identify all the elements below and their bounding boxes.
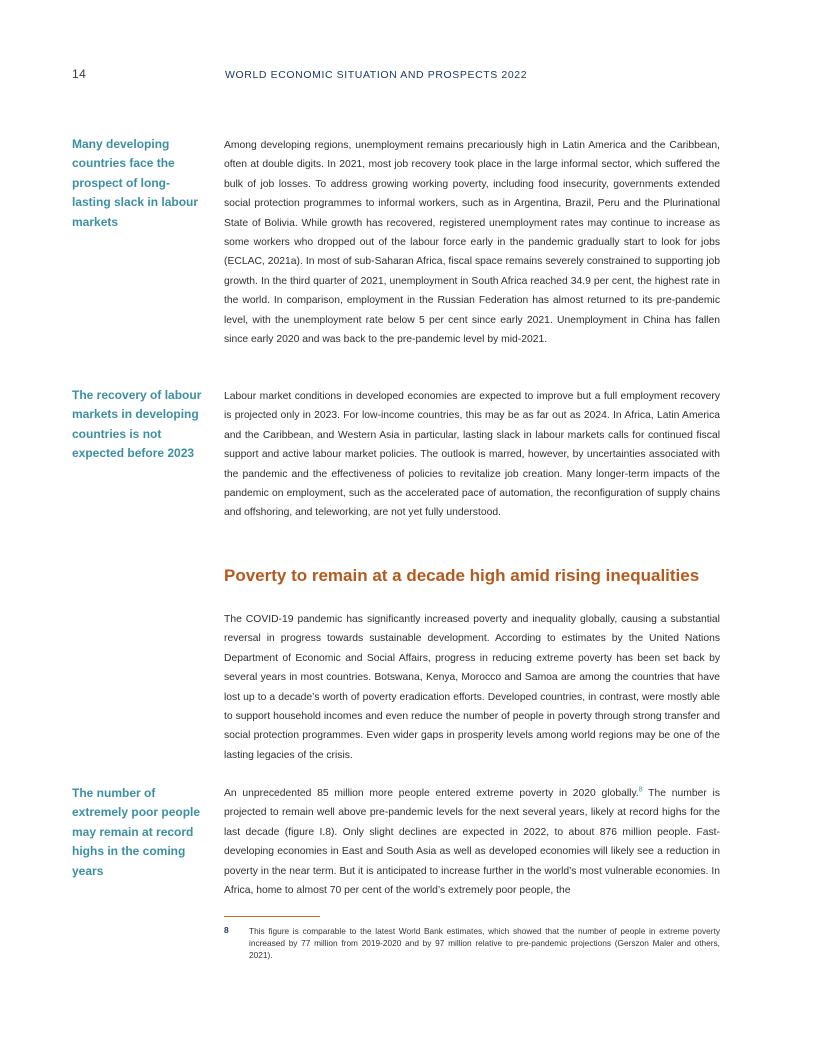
footnote-reference-8[interactable]: 8 (638, 786, 643, 794)
page-number: 14 (72, 67, 87, 81)
footnote-divider (224, 916, 320, 917)
paragraph-extreme-poverty (224, 784, 720, 900)
paragraph-covid-poverty: The COVID-19 pandemic has significantly increased poverty and inequality globally, causing a substantial reversal in progress towards sustainable development. According to estimates by the United Nations Department of Economic and Social Affairs, progress in reducing extreme poverty has been set back by several years in most countries. Botswana, Kenya, Morocco and Samoa are among the countries that have lost up to a decade’s worth of poverty eradication efforts. Developed countries, in contrast, were mostly able to support household incomes and even reduce the number of people in poverty through strong transfer and social protection programmes. Even wider gaps in prosperity levels among world regions may be one of the lasting legacies of the crisis. (224, 614, 720, 761)
paragraph-text-start: An unprecedented 85 million more people entered extreme poverty in 2020 globally. (224, 788, 639, 799)
paragraph-developing-unemployment: Among developing regions, unemployment remains precariously high in Latin America and the Caribbean, often at double digits. In 2021, most job recovery took place in the large informal sector, which suffered the bulk of job losses. To address growing working poverty, including food insecurity, governments extended social protection programmes to informal workers, such as in Argentina, Brazil, Peru and the Plurinational State of Bolivia. While growth has recovered, registered unemployment rates may continue to increase as some workers who dropped out of the labour force early in the pandemic gradually start to look for jobs (ECLAC, 2021a). In most of sub-Saharan Africa, fiscal space remains severely constrained to supporting job growth. In the third quarter of 2021, unemployment in South Africa reached 34.9 per cent, the highest rate in the world. In comparison, employment in the Russian Federation has almost returned to its pre-pandemic level, with the unemployment rate below 5 per cent since early 2021. Unemployment in China has fallen since early 2020 and was back to the pre-pandemic level by mid-2021. (224, 140, 720, 346)
running-header-title: WORLD ECONOMIC SITUATION AND PROSPECTS 2022 (225, 69, 528, 81)
paragraph-developed-labour-market: Labour market conditions in developed economies are expected to improve but a full employment recovery is projected only in 2023. For low-income countries, this may be as far out as 2024. In Africa, Latin America and the Caribbean, and Western Asia in particular, lasting slack in labour markets calls for continued fiscal support and active labour market policies. The outlook is marred, however, by uncertainties associated with the pandemic and the effectiveness of policies to revitalize job creation. Many longer-term impacts of the pandemic on employment, such as the accelerated pace of automation, the reconfiguration of supply chains and offshoring, and teleworking, are not yet fully understood. (224, 391, 720, 519)
paragraph-text-end: The number is projected to remain well above pre-pandemic levels for the next several years, likely at record highs for the last decade (figure I.8). Only slight declines are expected in 2022, to about 876 million people. Fast-developing economies in East and South Asia as well as developed economies will likely see a reduction in poverty in the near term. But it is anticipated to increase further in the world’s most vulnerable economies. In Africa, home to almost 70 per cent of the world’s extremely poor people, the (224, 788, 720, 897)
footnote-text: This figure is comparable to the latest World Bank estimates, which showed that the number of people in extreme poverty increased by 77 million from 2019-2020 and by 97 million relative to pre-pandemic projections (Gerszon Maler and others, 2021). (249, 926, 720, 960)
margin-note-recovery-2023: The recovery of labour markets in developing countries is not expected before 2023 (72, 388, 202, 461)
section-heading-poverty: Poverty to remain at a decade high amid rising inequalities (224, 566, 700, 585)
margin-note-labour-slack: Many developing countries face the prospect of long-lasting slack in labour markets (72, 137, 199, 229)
margin-note-extreme-poverty: The number of extremely poor people may remain at record highs in the coming years (72, 786, 201, 878)
footnote-number: 8 (224, 925, 229, 935)
